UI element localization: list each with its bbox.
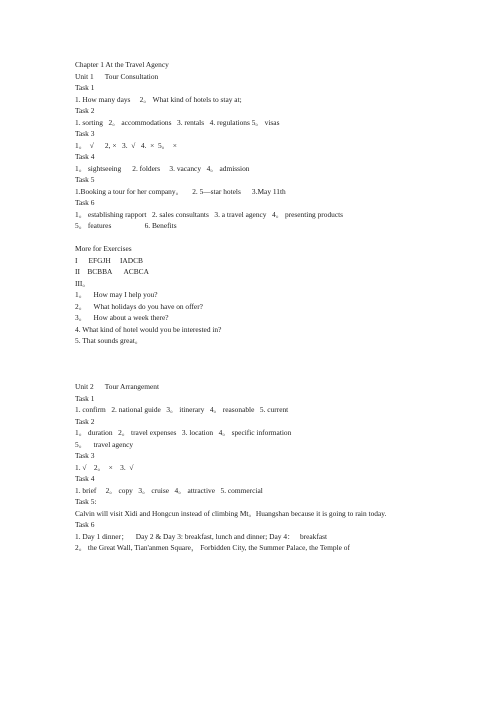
unit1-task3-label: Task 3: [75, 129, 95, 138]
spacer: [75, 347, 425, 382]
unit2-task6-label: Task 6: [75, 520, 95, 529]
unit2-task1-answers: 1. confirm 2. national guide 3。 itinerary 4。 reasonable 5. current: [75, 405, 289, 414]
unit2-task3-answers: 1. √ 2。 × 3. √: [75, 462, 134, 472]
exercises-item-5: 5. That sounds great。: [75, 336, 143, 345]
exercises-item-1: 1。 How may I help you?: [75, 290, 158, 299]
spacer: [75, 232, 425, 244]
unit1-task3-answers: 1。 √ 2, × 3. √ 4. × 5。 ×: [75, 140, 177, 150]
unit2-task4-answers: 1. brief 2。 copy 3。 cruise 4。 attractive 5. commercial: [75, 485, 263, 495]
unit2-task2-answers-line1: 1。 duration 2。 travel expenses 3. location 4。 specific information: [75, 428, 292, 437]
unit1-title: Unit 1 Tour Consultation: [75, 71, 159, 81]
unit1-task1-answers: 1. How many days 2。 What kind of hotels to stay at;: [75, 94, 242, 104]
exercises-part2: II BCBBA ACBCA: [75, 267, 149, 276]
unit2-task1-label: Task 1: [75, 393, 95, 403]
unit1-task4-answers: 1。 sightseeing 2. folders 3. vacancy 4。 admission: [75, 163, 250, 173]
unit1-task1-label: Task 1: [75, 83, 95, 92]
answer-key-text: [75, 59, 425, 554]
unit2-task5-answer: Calvin will visit Xidi and Hongcun instead of climbing Mt。Huangshan because it is going to rain today.: [75, 508, 387, 518]
unit1-task6-answers-line2: 5。 features 6. Benefits: [75, 221, 177, 230]
exercises-item-3: 3。 How about a week there?: [75, 313, 169, 322]
unit2-task2-label: Task 2: [75, 416, 95, 426]
exercises-title: More for Exercises: [75, 244, 132, 253]
exercises-item-4: 4. What kind of hotel would you be interested in?: [75, 324, 222, 334]
exercises-part1: I EFGJH IADCB: [75, 255, 143, 265]
unit2-task6-answers-line2: 2。 the Great Wall, Tian'anmen Square， Forbidden City, the Summer Palace, the Temple of: [75, 543, 350, 552]
unit1-task2-answers: 1. sorting 2。 accommodations 3. rentals 4. regulations 5。 visas: [75, 117, 280, 127]
unit2-task4-label: Task 4: [75, 474, 95, 483]
exercises-part3-label: III。: [75, 278, 90, 288]
unit2-task3-label: Task 3: [75, 451, 95, 460]
unit1-task6-label: Task 6: [75, 198, 95, 207]
unit1-task6-answers-line1: 1。 establishing rapport 2. sales consultants 3. a travel agency 4。 presenting products: [75, 209, 344, 219]
unit1-task5-label: Task 5: [75, 175, 95, 184]
unit1-task5-answers: 1.Booking a tour for her company。 2. 5—star hotels 3.May 11th: [75, 186, 286, 196]
unit2-task6-answers-line1: 1. Day 1 dinner； Day 2 & Day 3: breakfast, lunch and dinner; Day 4： breakfast: [75, 531, 328, 541]
unit2-task2-answers-line2: 5。 travel agency: [75, 439, 134, 449]
exercises-item-2: 2。 What holidays do you have on offer?: [75, 301, 203, 311]
unit2-task5-label: Task 5:: [75, 497, 97, 506]
chapter-title: Chapter 1 At the Travel Agency: [75, 60, 169, 69]
unit1-task4-label: Task 4: [75, 152, 95, 161]
unit2-title: Unit 2 Tour Arrangement: [75, 382, 160, 391]
unit1-task2-label: Task 2: [75, 106, 95, 115]
